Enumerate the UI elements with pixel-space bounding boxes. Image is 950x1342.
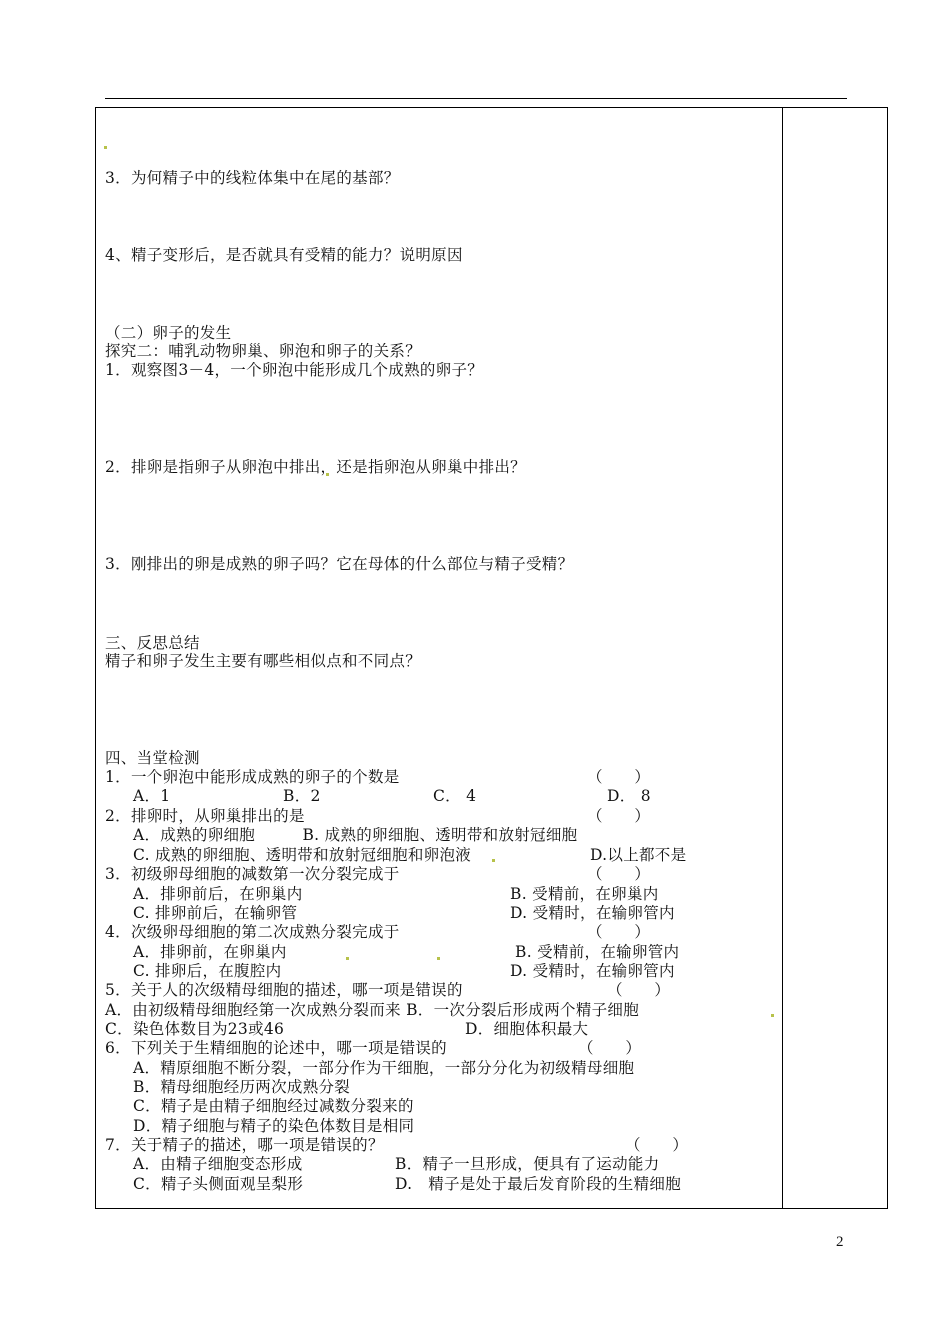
test-q5-option-d: D．细胞体积最大 — [465, 1020, 589, 1038]
test-q3-option-d: D. 受精时，在输卵管内 — [510, 904, 675, 922]
test-q2-options-ab: A．成熟的卵细胞 B. 成熟的卵细胞、透明带和放射冠细胞 — [133, 826, 578, 844]
test-q3-stem: 3．初级卵母细胞的减数第一次分裂完成于 — [105, 865, 400, 883]
page-number: 2 — [836, 1234, 844, 1250]
stray-mark — [771, 1014, 774, 1017]
answer-blank: （ ） — [587, 807, 651, 825]
test-q5-option-c: C．染色体数目为23或46 — [105, 1020, 285, 1038]
test-q6-stem: 6．下列关于生精细胞的论述中，哪一项是错误的 — [105, 1039, 447, 1057]
test-q1-option-b: B．2 — [283, 787, 321, 805]
test-q5-stem: 5．关于人的次级精母细胞的描述，哪一项是错误的 — [105, 981, 463, 999]
test-q3-option-a: A．排卵前后，在卵巢内 — [133, 885, 303, 903]
test-q4-option-b: B. 受精前，在输卵管内 — [515, 943, 680, 961]
test-q3-option-c: C. 排卵前后，在输卵管 — [133, 904, 298, 922]
test-q4-option-c: C. 排卵后，在腹腔内 — [133, 962, 282, 980]
question-sperm-3: 3．为何精子中的线粒体集中在尾的基部？ — [105, 169, 400, 187]
test-q2-stem: 2．排卵时，从卵巢排出的是 — [105, 807, 305, 825]
test-q1-option-d: D． 8 — [607, 787, 651, 805]
test-q6-option-c: C．精子是由精子细胞经过减数分裂来的 — [133, 1097, 414, 1115]
table-column-divider — [782, 107, 783, 1209]
egg-section-heading: （二）卵子的发生 — [105, 324, 232, 342]
test-q7-option-d: D. 精子是处于最后发育阶段的生精细胞 — [395, 1175, 682, 1193]
reflection-heading: 三、反思总结 — [105, 634, 200, 652]
test-heading: 四、当堂检测 — [105, 749, 200, 767]
stray-mark — [104, 146, 107, 149]
stray-mark — [437, 957, 440, 960]
answer-blank: （ ） — [587, 865, 651, 883]
answer-blank: （ ） — [587, 923, 651, 941]
test-q2-option-d: D.以上都不是 — [590, 846, 687, 864]
test-q1-stem: 1．一个卵泡中能形成成熟的卵子的个数是 — [105, 768, 400, 786]
question-egg-3: 3．刚排出的卵是成熟的卵子吗？它在母体的什么部位与精子受精？ — [105, 555, 574, 573]
test-q4-option-d: D. 受精时，在输卵管内 — [510, 962, 675, 980]
test-q7-option-a: A．由精子细胞变态形成 — [133, 1155, 303, 1173]
test-q7-option-b: B．精子一旦形成，便具有了运动能力 — [395, 1155, 660, 1173]
test-q6-option-b: B．精母细胞经历两次成熟分裂 — [133, 1078, 351, 1096]
answer-blank: （ ） — [607, 981, 671, 999]
test-q1-option-a: A．1 — [133, 787, 171, 805]
stray-mark — [492, 859, 495, 862]
question-egg-1: 1．观察图3－4，一个卵泡中能形成几个成熟的卵子？ — [105, 361, 484, 379]
explore-two: 探究二：哺乳动物卵巢、卵泡和卵子的关系？ — [105, 342, 422, 360]
test-q2-option-c: C. 成熟的卵细胞、透明带和放射冠细胞和卵泡液 — [133, 846, 472, 864]
test-q6-option-d: D．精子细胞与精子的染色体数目是相同 — [133, 1117, 415, 1135]
test-q5-options-ab: A．由初级精母细胞经第一次成熟分裂而来 B．一次分裂后形成两个精子细胞 — [105, 1001, 640, 1019]
question-egg-2: 2．排卵是指卵子从卵泡中排出，还是指卵泡从卵巢中排出？ — [105, 458, 526, 476]
answer-blank: （ ） — [625, 1136, 689, 1154]
reflection-question: 精子和卵子发生主要有哪些相似点和不同点？ — [105, 652, 422, 670]
test-q1-option-c: C． 4 — [433, 787, 477, 805]
question-sperm-4: 4、精子变形后，是否就具有受精的能力？说明原因 — [105, 246, 463, 264]
test-q3-option-b: B. 受精前，在卵巢内 — [510, 885, 659, 903]
answer-blank: （ ） — [587, 768, 651, 786]
header-rule — [105, 98, 847, 99]
test-q7-option-c: C．精子头侧面观呈梨形 — [133, 1175, 304, 1193]
test-q6-option-a: A．精原细胞不断分裂，一部分作为干细胞，一部分分化为初级精母细胞 — [133, 1059, 635, 1077]
answer-blank: （ ） — [578, 1039, 642, 1057]
test-q4-option-a: A．排卵前，在卵巢内 — [133, 943, 287, 961]
stray-mark — [346, 957, 349, 960]
test-q7-stem: 7．关于精子的描述，哪一项是错误的？ — [105, 1136, 384, 1154]
test-q4-stem: 4．次级卵母细胞的第二次成熟分裂完成于 — [105, 923, 400, 941]
